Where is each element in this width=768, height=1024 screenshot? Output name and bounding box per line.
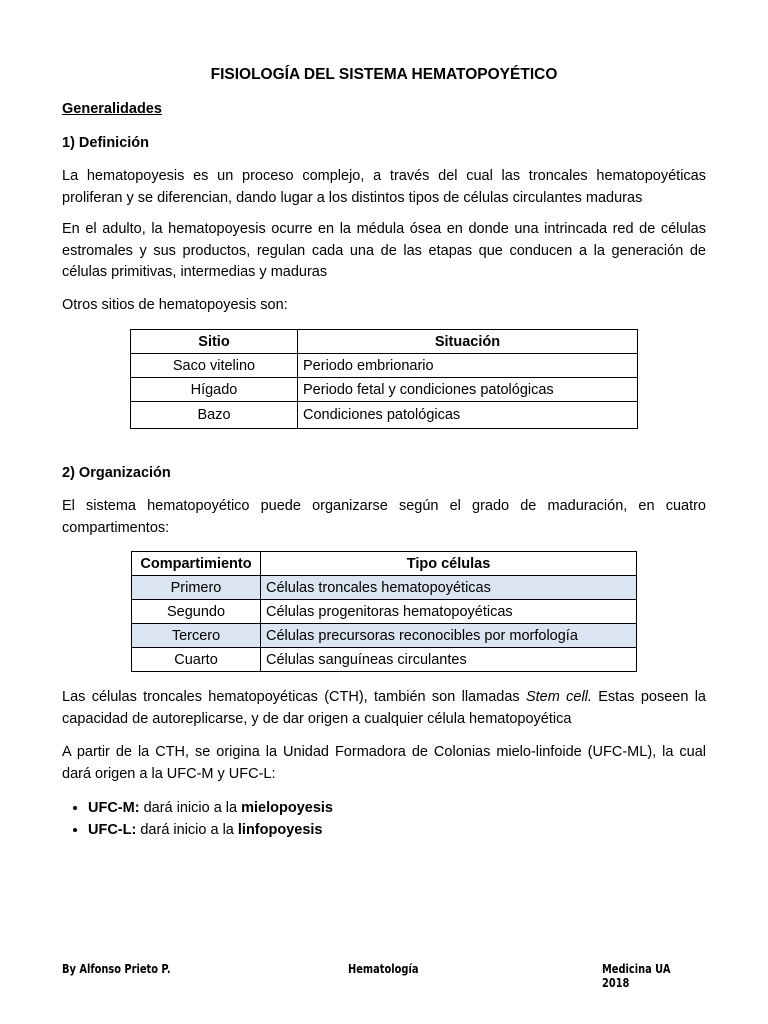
- table-row: [131, 402, 638, 429]
- table-row: [132, 648, 637, 672]
- compartments-table: [131, 551, 637, 672]
- table-cell: Células precursoras reconocibles por morfología: [261, 624, 637, 648]
- paragraph-ufc: A partir de la CTH, se origina la Unidad Formadora de Colonias mielo-linfoide (UFC-ML), la cual dará origen a la UFC-M y UFC-L:: [62, 744, 706, 782]
- table-row: [131, 354, 638, 378]
- table-cell: Periodo fetal y condiciones patológicas: [298, 378, 638, 402]
- paragraph-adulto: En el adulto, la hematopoyesis ocurre en la médula ósea en donde una intrincada red de células estromales y sus productos, regulan cada una de las etapas que conducen a la generación de células primitivas, intermedias y maduras: [62, 221, 706, 280]
- table-cell: Saco vitelino: [131, 354, 298, 378]
- table-header-row: [131, 330, 638, 354]
- table-cell: Células sanguíneas circulantes: [261, 648, 637, 672]
- table-header: Tipo células: [261, 552, 637, 576]
- table-header-row: [132, 552, 637, 576]
- table-cell: Primero: [132, 576, 261, 600]
- table-header: Compartimiento: [132, 552, 261, 576]
- paragraph-organizacion: El sistema hematopoyético puede organizarse según el grado de maduración, en cuatro compartimentos:: [62, 498, 706, 536]
- heading-definicion: 1) Definición: [62, 135, 150, 151]
- list-item: [88, 820, 333, 842]
- table-cell: Segundo: [132, 600, 261, 624]
- paragraph-definicion: La hematopoyesis es un proceso complejo, a través del cual las troncales hematopoyéticas proliferan y se diferencian, dando lugar a los distintos tipos de células circulantes maduras: [62, 168, 706, 206]
- table-row: [132, 624, 637, 648]
- bullet-lead: UFC-L:: [88, 821, 137, 838]
- table-row: [131, 378, 638, 402]
- cth-text-a: Las células troncales hematopoyéticas (CTH), también son llamadas: [62, 689, 526, 705]
- bullet-strong: mielopoyesis: [241, 800, 333, 816]
- table-cell: Hígado: [131, 378, 298, 402]
- sites-table: [130, 329, 638, 429]
- table-cell: Bazo: [131, 402, 298, 429]
- footer-author: By Alfonso Prieto P.: [62, 962, 171, 976]
- section-heading-generalidades: Generalidades: [62, 101, 162, 117]
- bullet-list: [62, 798, 333, 841]
- paragraph-cth: [62, 687, 706, 730]
- footer-course: Medicina UA 2018: [602, 962, 671, 990]
- table-cell: Células progenitoras hematopoyéticas: [261, 600, 637, 624]
- bullet-text: dará inicio a la: [136, 821, 238, 838]
- heading-organizacion: 2) Organización: [62, 465, 171, 481]
- table-cell: Tercero: [132, 624, 261, 648]
- stem-cell-term: Stem cell.: [525, 689, 592, 705]
- bullet-strong: linfopoyesis: [237, 821, 323, 838]
- page-title: FISIOLOGÍA DEL SISTEMA HEMATOPOYÉTICO: [210, 66, 558, 83]
- bullet-text: dará inicio a la: [139, 800, 242, 816]
- table-cell: Periodo embrionario: [298, 354, 638, 378]
- table-row: [132, 600, 637, 624]
- table-header: Sitio: [131, 330, 298, 354]
- table-row: [132, 576, 637, 600]
- table-cell: Cuarto: [132, 648, 261, 672]
- table-cell: Condiciones patológicas: [298, 402, 638, 429]
- table-cell: Células troncales hematopoyéticas: [261, 576, 637, 600]
- footer-subject: Hematología: [348, 962, 419, 976]
- paragraph-otros-sitios: Otros sitios de hematopoyesis son:: [62, 297, 288, 313]
- table-header: Situación: [298, 330, 638, 354]
- list-item: [88, 798, 333, 820]
- bullet-lead: UFC-M:: [88, 800, 140, 816]
- cth-text-b: Estas poseen la capacidad de autoreplicarse, y de dar origen a cualquier célula hematopoyética: [62, 689, 706, 727]
